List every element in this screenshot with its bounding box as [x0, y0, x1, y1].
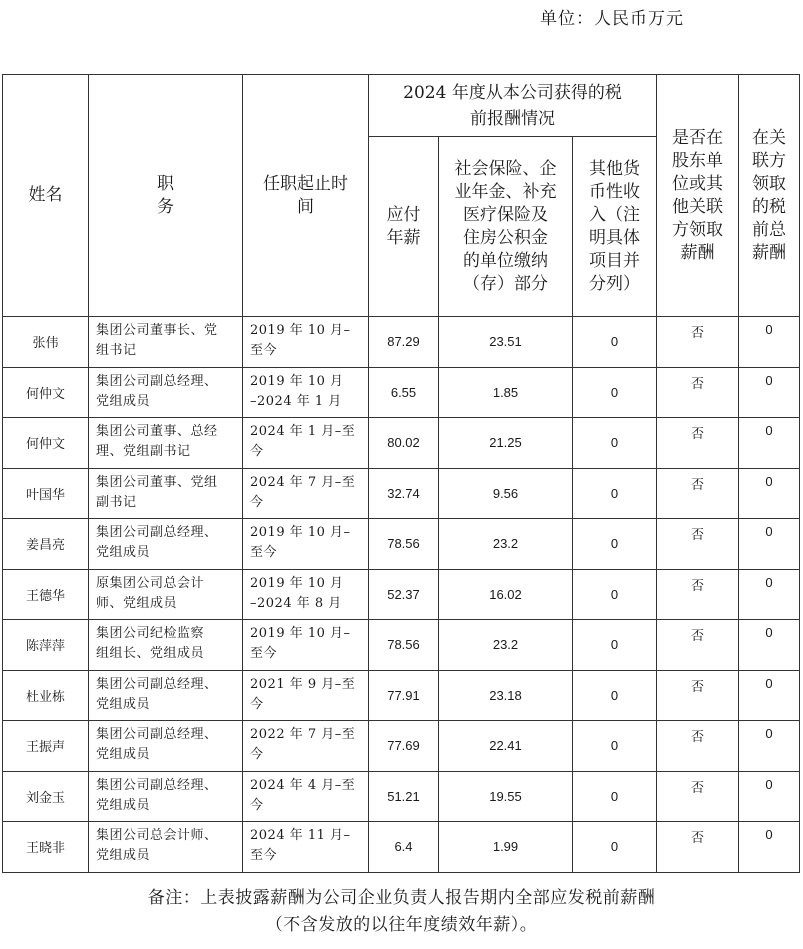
cell-term: 2019 年 10 月 –2024 年 1 月 — [243, 367, 369, 418]
cell-shareholder: 否 — [657, 468, 739, 519]
cell-social: 23.51 — [439, 317, 573, 368]
header-position: 职 务 — [89, 75, 243, 317]
cell-other: 0 — [573, 468, 657, 519]
cell-term: 2019 年 10 月– 至今 — [243, 620, 369, 671]
cell-name: 刘金玉 — [3, 771, 89, 822]
cell-related: 0 — [739, 771, 800, 822]
cell-name: 姜昌亮 — [3, 519, 89, 570]
cell-position: 集团公司副总经理、 党组成员 — [89, 519, 243, 570]
header-salary: 应付 年薪 — [369, 137, 439, 317]
cell-related: 0 — [739, 367, 800, 418]
header-related: 在关 联方 领取 的税 前总 薪酬 — [739, 75, 800, 317]
cell-other: 0 — [573, 620, 657, 671]
cell-other: 0 — [573, 569, 657, 620]
cell-social: 1.99 — [439, 822, 573, 873]
cell-position: 集团公司副总经理、 党组成员 — [89, 670, 243, 721]
cell-other: 0 — [573, 519, 657, 570]
header-other: 其他货 币性收 入（注 明具体 项目并 分列） — [573, 137, 657, 317]
header-term: 任职起止时 间 — [243, 75, 369, 317]
cell-related: 0 — [739, 468, 800, 519]
cell-salary: 6.55 — [369, 367, 439, 418]
cell-salary: 51.21 — [369, 771, 439, 822]
header-shareholder: 是否在 股东单 位或其 他关联 方领取 薪酬 — [657, 75, 739, 317]
cell-term: 2024 年 1 月–至 今 — [243, 418, 369, 469]
table-row — [3, 317, 800, 368]
cell-name: 何仲文 — [3, 367, 89, 418]
cell-social: 16.02 — [439, 569, 573, 620]
cell-other: 0 — [573, 418, 657, 469]
cell-position: 集团公司副总经理、 党组成员 — [89, 771, 243, 822]
table-row — [3, 367, 800, 418]
cell-salary: 87.29 — [369, 317, 439, 368]
cell-name: 叶国华 — [3, 468, 89, 519]
cell-other: 0 — [573, 771, 657, 822]
cell-position: 集团公司副总经理、 党组成员 — [89, 721, 243, 772]
cell-related: 0 — [739, 569, 800, 620]
cell-name: 何仲文 — [3, 418, 89, 469]
cell-term: 2019 年 10 月 –2024 年 8 月 — [243, 569, 369, 620]
cell-related: 0 — [739, 418, 800, 469]
cell-term: 2019 年 10 月– 至今 — [243, 317, 369, 368]
cell-salary: 78.56 — [369, 620, 439, 671]
cell-shareholder: 否 — [657, 317, 739, 368]
table-row — [3, 721, 800, 772]
cell-related: 0 — [739, 519, 800, 570]
cell-salary: 32.74 — [369, 468, 439, 519]
cell-shareholder: 否 — [657, 721, 739, 772]
cell-shareholder: 否 — [657, 367, 739, 418]
cell-shareholder: 否 — [657, 822, 739, 873]
cell-term: 2024 年 7 月–至 今 — [243, 468, 369, 519]
cell-name: 杜业栋 — [3, 670, 89, 721]
cell-salary: 77.69 — [369, 721, 439, 772]
cell-related: 0 — [739, 721, 800, 772]
cell-other: 0 — [573, 721, 657, 772]
cell-position: 集团公司纪检监察 组组长、党组成员 — [89, 620, 243, 671]
cell-shareholder: 否 — [657, 519, 739, 570]
cell-other: 0 — [573, 317, 657, 368]
cell-shareholder: 否 — [657, 771, 739, 822]
cell-salary: 80.02 — [369, 418, 439, 469]
cell-position: 集团公司董事、总经 理、党组副书记 — [89, 418, 243, 469]
cell-social: 23.18 — [439, 670, 573, 721]
table-row — [3, 670, 800, 721]
footnote-line-1: 备注：上表披露薪酬为公司企业负责人报告期内全部应发税前薪酬 — [147, 888, 656, 908]
cell-shareholder: 否 — [657, 418, 739, 469]
cell-term: 2019 年 10 月– 至今 — [243, 519, 369, 570]
cell-term: 2024 年 11 月– 至今 — [243, 822, 369, 873]
cell-related: 0 — [739, 822, 800, 873]
header-name: 姓名 — [3, 75, 89, 317]
cell-position: 集团公司董事、党组 副书记 — [89, 468, 243, 519]
cell-name: 张伟 — [3, 317, 89, 368]
cell-name: 王德华 — [3, 569, 89, 620]
cell-salary: 52.37 — [369, 569, 439, 620]
cell-social: 21.25 — [439, 418, 573, 469]
table-row — [3, 620, 800, 671]
cell-social: 23.2 — [439, 620, 573, 671]
cell-related: 0 — [739, 620, 800, 671]
cell-name: 陈萍萍 — [3, 620, 89, 671]
cell-shareholder: 否 — [657, 569, 739, 620]
table-row — [3, 519, 800, 570]
cell-position: 原集团公司总会计 师、党组成员 — [89, 569, 243, 620]
compensation-table — [2, 74, 800, 873]
table-row — [3, 771, 800, 822]
cell-other: 0 — [573, 367, 657, 418]
footnote-line-2: （不含发放的以往年度绩效年薪）。 — [265, 915, 538, 935]
cell-shareholder: 否 — [657, 670, 739, 721]
cell-shareholder: 否 — [657, 620, 739, 671]
table-row — [3, 418, 800, 469]
cell-position: 集团公司副总经理、 党组成员 — [89, 367, 243, 418]
cell-term: 2024 年 4 月–至 今 — [243, 771, 369, 822]
cell-social: 23.2 — [439, 519, 573, 570]
cell-position: 集团公司总会计师、 党组成员 — [89, 822, 243, 873]
cell-social: 19.55 — [439, 771, 573, 822]
cell-other: 0 — [573, 822, 657, 873]
cell-social: 1.85 — [439, 367, 573, 418]
cell-related: 0 — [739, 317, 800, 368]
header-social: 社会保险、企 业年金、补充 医疗保险及 住房公积金 的单位缴纳 （存）部分 — [439, 137, 573, 317]
cell-other: 0 — [573, 670, 657, 721]
table-row — [3, 569, 800, 620]
cell-term: 2022 年 7 月–至 今 — [243, 721, 369, 772]
cell-social: 9.56 — [439, 468, 573, 519]
table-row — [3, 468, 800, 519]
table-row — [3, 822, 800, 873]
unit-label: 单位：人民币万元 — [540, 9, 684, 29]
cell-term: 2021 年 9 月–至 今 — [243, 670, 369, 721]
cell-salary: 6.4 — [369, 822, 439, 873]
cell-name: 王振声 — [3, 721, 89, 772]
header-compensation-group: 2024 年度从本公司获得的税 前报酬情况 — [369, 75, 657, 137]
cell-salary: 78.56 — [369, 519, 439, 570]
cell-related: 0 — [739, 670, 800, 721]
cell-social: 22.41 — [439, 721, 573, 772]
cell-name: 王晓非 — [3, 822, 89, 873]
cell-position: 集团公司董事长、党 组书记 — [89, 317, 243, 368]
cell-salary: 77.91 — [369, 670, 439, 721]
